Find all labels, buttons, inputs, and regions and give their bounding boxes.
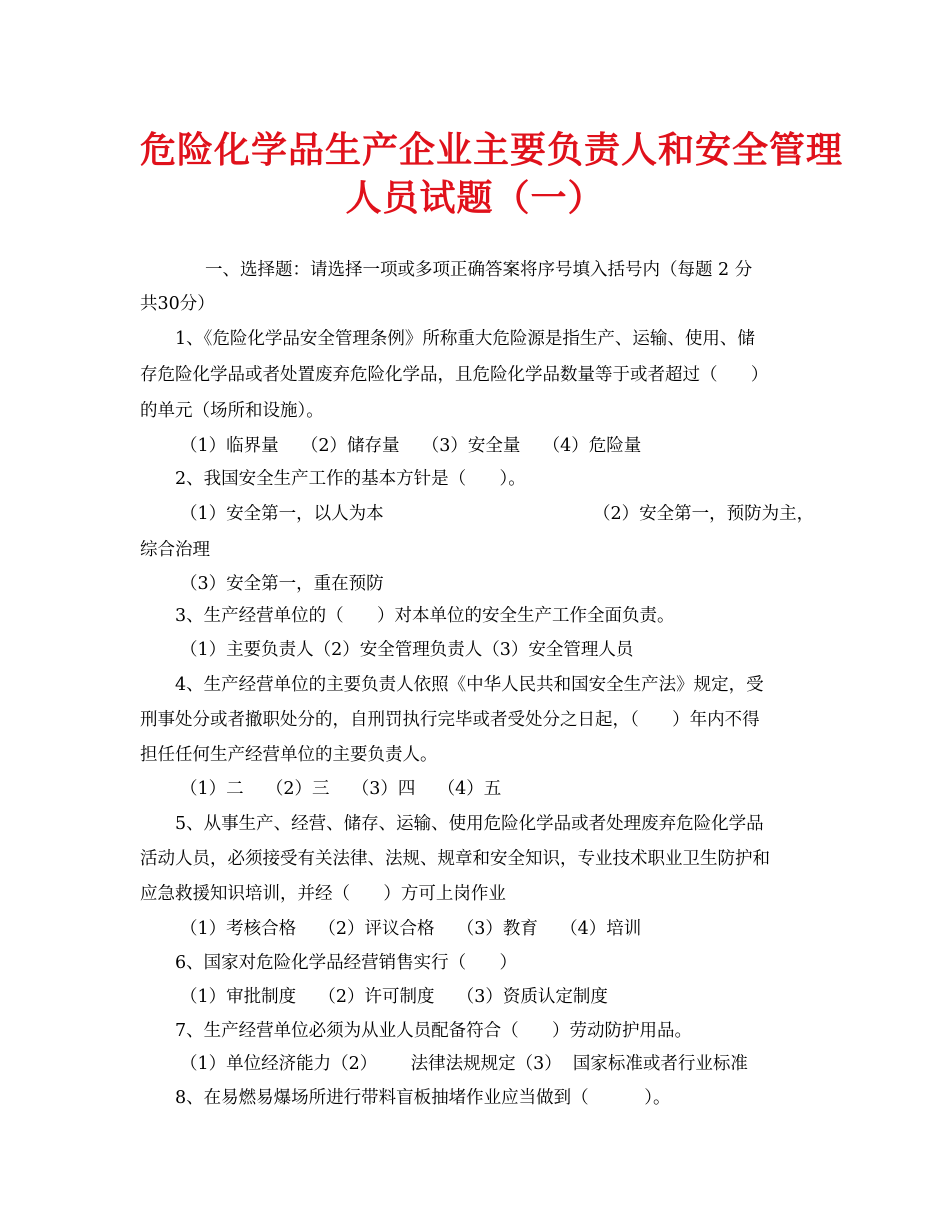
document-title-line-1: 危险化学品生产企业主要负责人和安全管理 <box>140 129 844 171</box>
question-3-line-1: 3、生产经营单位的（ ）对本单位的安全生产工作全面负责。 <box>175 606 675 626</box>
question-1-line-3: 的单元（场所和设施）。 <box>140 401 324 421</box>
section-intro-line-2: 共30分） <box>140 294 215 314</box>
question-2-option-1: （1）安全第一，以人为本 <box>180 504 384 524</box>
question-5-options: （1）考核合格 （2）评议合格 （3）教育 （4）培训 <box>180 919 642 939</box>
question-2-option-3: （3）安全第一，重在预防 <box>180 574 384 594</box>
document-title-line-2: 人员试题（一） <box>345 177 605 219</box>
question-4-line-2: 刑事处分或者撤职处分的，自刑罚执行完毕或者受处分之日起，（ ）年内不得 <box>140 710 760 730</box>
question-6-line-1: 6、国家对危险化学品经营销售实行（ ） <box>175 953 518 973</box>
question-3-options: （1）主要负责人（2）安全管理负责人（3）安全管理人员 <box>180 640 634 660</box>
question-4-line-3: 担任任何生产经营单位的主要负责人。 <box>140 745 438 765</box>
question-4-line-1: 4、生产经营单位的主要负责人依照《中华人民共和国安全生产法》规定，受 <box>175 675 764 695</box>
question-1-line-1: 1、《危险化学品安全管理条例》所称重大危险源是指生产、运输、使用、储 <box>175 329 755 349</box>
question-6-options: （1）审批制度 （2）许可制度 （3）资质认定制度 <box>180 987 608 1007</box>
question-5-line-3: 应急救援知识培训，并经（ ）方可上岗作业 <box>140 884 506 904</box>
question-4-options: （1）二 （2）三 （3）四 （4）五 <box>180 779 502 799</box>
section-intro-line-1: 一、选择题：请选择一项或多项正确答案将序号填入括号内（每题 2 分 <box>205 260 753 280</box>
question-7-options: （1）单位经济能力（2） 法律法规规定（3） 国家标准或者行业标准 <box>180 1054 748 1074</box>
question-1-line-2: 存危险化学品或者处置废弃危险化学品，且危险化学品数量等于或者超过（ ） <box>140 365 769 385</box>
question-1-options: （1）临界量 （2）储存量 （3）安全量 （4）危险量 <box>180 436 642 456</box>
question-7-line-1: 7、生产经营单位必须为从业人员配备符合（ ）劳动防护用品。 <box>175 1021 693 1041</box>
question-5-line-2: 活动人员，必须接受有关法律、法规、规章和安全知识，专业技术职业卫生防护和 <box>140 849 770 869</box>
question-2-option-2: （2）安全第一，预防为主， <box>593 504 815 524</box>
question-5-line-1: 5、从事生产、经营、储存、运输、使用危险化学品或者处理废弃危险化学品 <box>175 814 764 834</box>
question-2-line-1: 2、我国安全生产工作的基本方针是（ ）。 <box>175 469 526 489</box>
question-2-option-2-continuation: 综合治理 <box>140 540 210 560</box>
question-8-line-1: 8、在易燃易爆场所进行带料盲板抽堵作业应当做到（ ）。 <box>175 1088 671 1108</box>
